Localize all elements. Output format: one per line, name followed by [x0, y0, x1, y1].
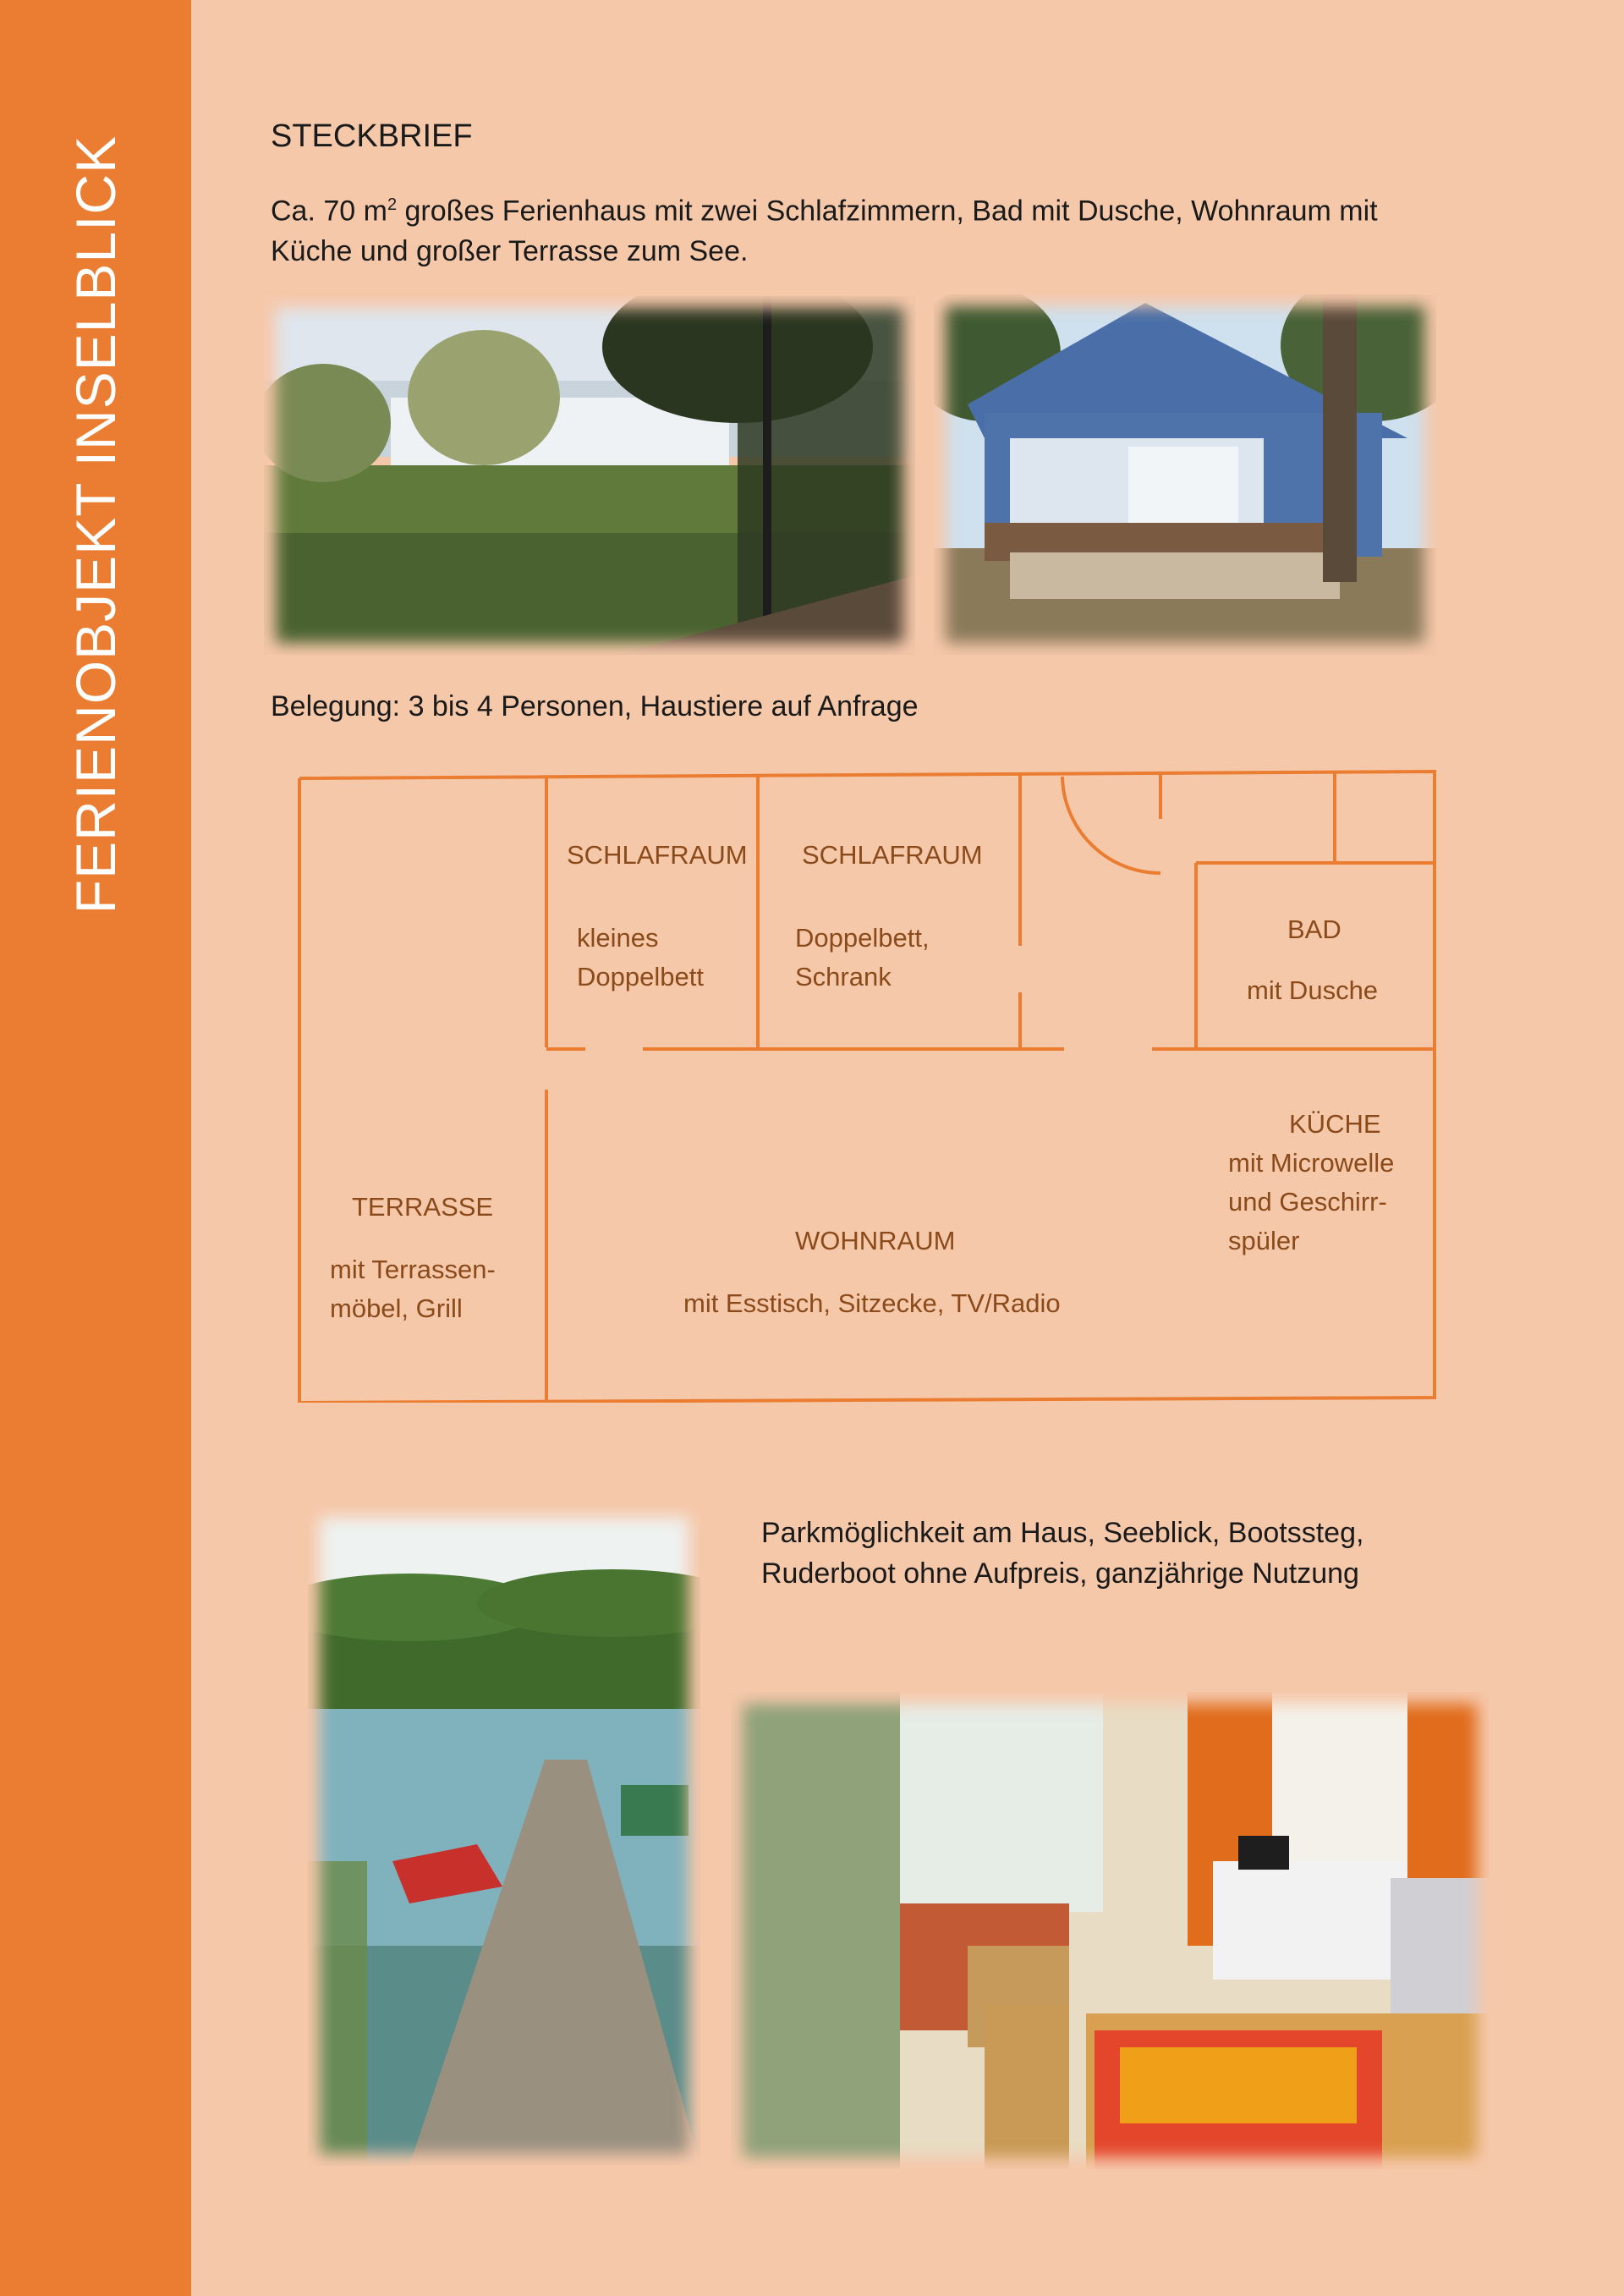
room-terrasse-title: TERRASSE: [352, 1192, 494, 1222]
room-schlafraum-2-line2: Schrank: [795, 962, 892, 991]
room-bad-title: BAD: [1287, 915, 1341, 944]
amenities-text: [761, 1513, 1522, 1594]
amenities-line2: Ruderboot ohne Aufpreis, ganzjährige Nutzung: [761, 1557, 1359, 1590]
intro-sup: 2: [387, 195, 398, 214]
floor-plan: [296, 768, 1438, 1403]
room-terrasse-line1: mit Terrassen-: [330, 1255, 496, 1284]
intro-line1-after: großes Ferienhaus mit zwei Schlafzimmern, Bad mit Dusche, Wohnraum mit: [397, 195, 1378, 228]
photo-house: [934, 294, 1436, 655]
occupancy-text: Belegung: 3 bis 4 Personen, Haustiere auf Anfrage: [271, 690, 919, 722]
room-schlafraum-1-title: SCHLAFRAUM: [567, 840, 748, 870]
amenities-line1: Parkmöglichkeit am Haus, Seeblick, Bootssteg,: [761, 1517, 1364, 1549]
intro-line1-before: Ca. 70 m: [271, 195, 387, 228]
room-wohnraum-line1: mit Esstisch, Sitzecke, TV/Radio: [683, 1288, 1061, 1318]
photo-living-room: [731, 1692, 1489, 2169]
room-kueche-title: KÜCHE: [1289, 1109, 1381, 1139]
page-heading: STECKBRIEF: [271, 118, 473, 154]
sidebar-title: FERIENOBJEKT INSELBLICK: [64, 135, 127, 915]
room-wohnraum-title: WOHNRAUM: [795, 1226, 956, 1255]
intro-line2: Küche und großer Terrasse zum See.: [271, 235, 749, 268]
room-terrasse-line2: möbel, Grill: [330, 1294, 463, 1323]
room-schlafraum-2-line1: Doppelbett,: [795, 923, 930, 953]
room-kueche-line1: mit Microwelle: [1228, 1148, 1395, 1178]
room-bad-line1: mit Dusche: [1247, 975, 1379, 1005]
room-kueche-line2: und Geschirr-: [1228, 1187, 1387, 1217]
room-kueche-line3: spüler: [1228, 1226, 1300, 1255]
photo-lake-view: [264, 296, 915, 655]
photo-jetty: [308, 1506, 700, 2166]
intro-text: [271, 184, 1489, 272]
room-schlafraum-2-title: SCHLAFRAUM: [802, 840, 983, 870]
room-schlafraum-1-line2: Doppelbett: [577, 962, 704, 991]
room-schlafraum-1-line1: kleines: [577, 923, 659, 953]
sidebar: [0, 0, 191, 2296]
